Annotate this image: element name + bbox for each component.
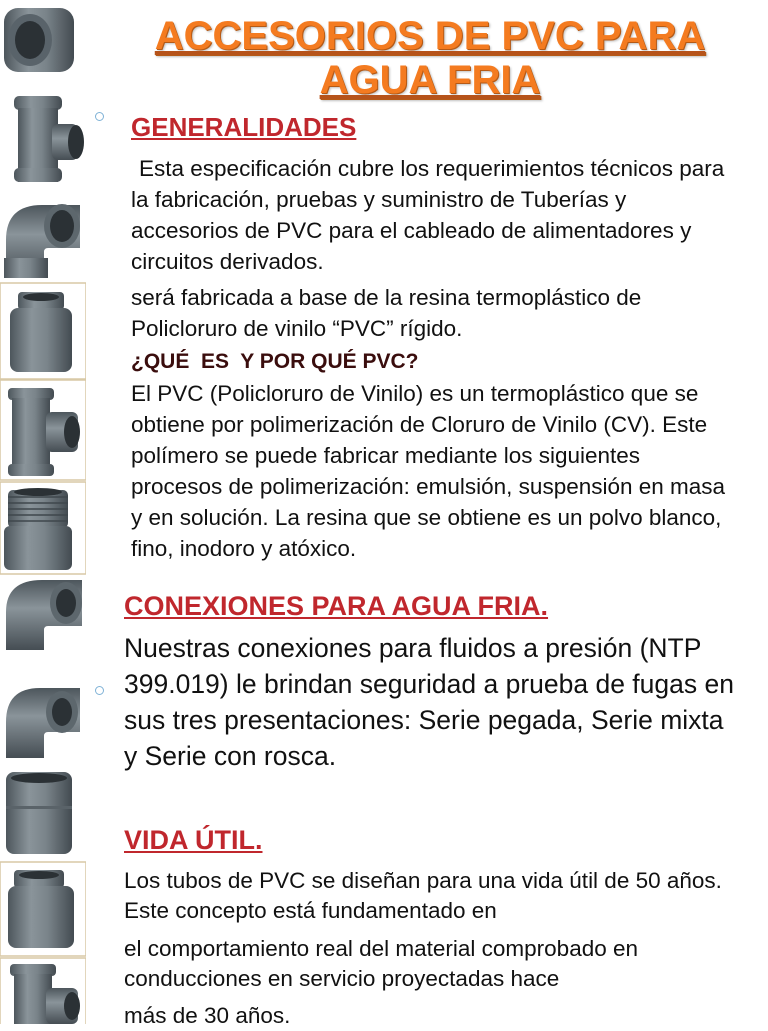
generalidades-heading: GENERALIDADES bbox=[131, 112, 357, 142]
vida-util-heading: VIDA ÚTIL. bbox=[124, 825, 263, 855]
fittings-sidebar bbox=[0, 0, 86, 1024]
pvc-elbow-icon bbox=[4, 204, 80, 278]
que-es-text-box bbox=[131, 378, 737, 574]
bullet-icon bbox=[95, 686, 104, 695]
pvc-fittings-illustrations bbox=[0, 0, 86, 1024]
pvc-coupling-icon bbox=[6, 772, 72, 854]
pvc-threaded-adapter-icon bbox=[0, 482, 86, 574]
vida-util-paragraph-2: el comportamiento real del material comprobado en conducciones en servicio proyectadas hace bbox=[124, 936, 639, 991]
generalidades-paragraph-2: será fabricada a base de la resina termoplástico de Policloruro de vinilo “PVC” rígido. bbox=[131, 285, 642, 341]
conexiones-paragraph: Nuestras conexiones para fluidos a presión (NTP 399.019) le brindan seguridad a prueba de fugas en sus tres presentaciones: Serie pegada, Serie mixta y Serie con rosca. bbox=[124, 633, 734, 771]
pvc-tee-icon bbox=[0, 958, 86, 1024]
vida-util-paragraph-1: Los tubos de PVC se diseñan para una vida útil de 50 años. Este concepto está fundamentado en bbox=[124, 868, 722, 923]
que-es-heading: ¿QUÉ ES Y POR QUÉ PVC? bbox=[131, 350, 419, 373]
vida-util-paragraph-3: más de 30 años. bbox=[124, 1003, 291, 1028]
que-es-paragraph: El PVC (Policloruro de Vinilo) es un termoplástico que se obtiene por polimerización de Cloruro de Vinilo (CV). Este polímero se puede fabricar mediante los siguientes procesos de polimerización: emulsión, suspensión en masa y en solución. La resina que se obtiene es un polvo blanco, fino, inodoro y atóxico. bbox=[131, 381, 726, 561]
conexiones-heading: CONEXIONES PARA AGUA FRIA. bbox=[124, 591, 549, 621]
pvc-coupling-icon bbox=[4, 8, 74, 72]
pvc-reducer-icon bbox=[0, 862, 86, 956]
generalidades-paragraph-1: Esta especificación cubre los requerimientos técnicos para la fabricación, pruebas y suministro de Tuberías y accesorios de PVC para el cableado de alimentadores y circuitos derivados. bbox=[131, 156, 725, 274]
page-title: ACCESORIOS DE PVC PARA AGUA FRIA bbox=[154, 14, 706, 102]
pvc-reducer-icon bbox=[0, 283, 86, 379]
bullet-icon bbox=[95, 112, 104, 121]
pvc-tee-icon bbox=[0, 380, 86, 480]
pvc-elbow-icon bbox=[6, 688, 80, 758]
pvc-elbow-icon bbox=[6, 580, 82, 650]
pvc-tee-icon bbox=[14, 96, 84, 182]
